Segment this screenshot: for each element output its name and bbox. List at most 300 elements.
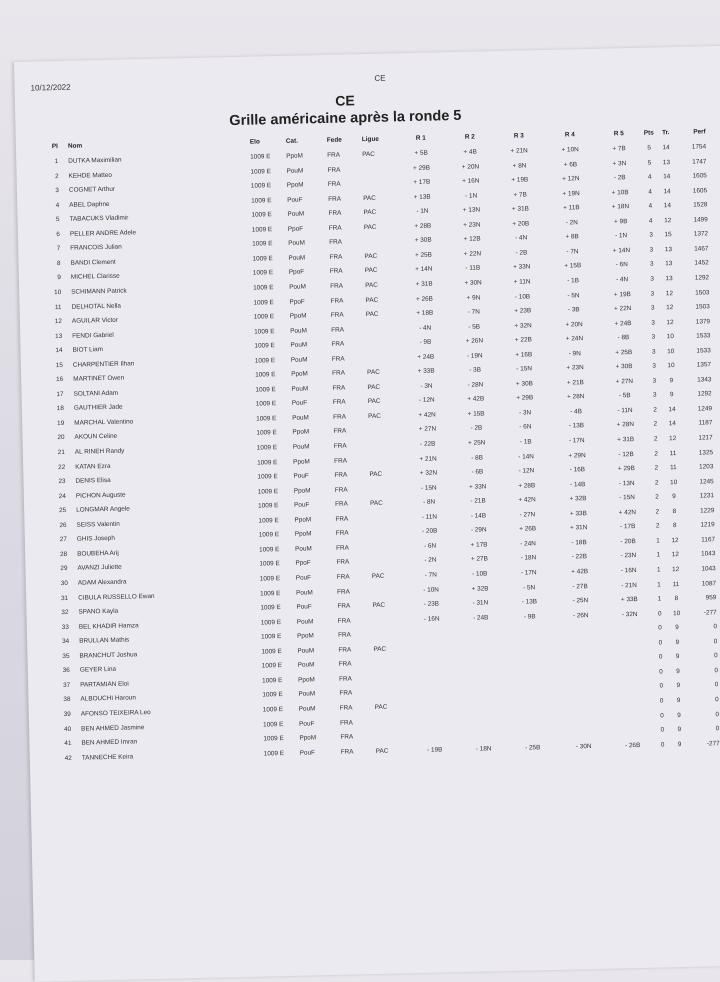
col-r4: R 4 bbox=[547, 131, 593, 139]
cell-fede: FRA bbox=[340, 719, 353, 726]
cell-r4: + 20N bbox=[551, 320, 597, 328]
cell-pl: 32 bbox=[46, 609, 68, 616]
cell-perf: 1203 bbox=[677, 463, 713, 471]
cell-r3: - 10B bbox=[499, 293, 545, 301]
cell-r3: - 1B bbox=[503, 438, 549, 446]
cell-perf: 1043 bbox=[679, 551, 715, 559]
cell-cat: PpoM bbox=[292, 429, 309, 436]
col-ligue: Ligue bbox=[362, 136, 379, 143]
cell-r1 bbox=[409, 629, 455, 630]
cell-r5: - 11N bbox=[602, 407, 648, 415]
cell-pts: 0 bbox=[655, 726, 669, 733]
cell-tr: 9 bbox=[669, 639, 685, 646]
cell-r3 bbox=[508, 656, 554, 657]
cell-r5: + 7B bbox=[596, 145, 642, 153]
cell-pts: 1 bbox=[652, 566, 666, 573]
cell-fede: FRA bbox=[335, 515, 348, 522]
cell-fede: FRA bbox=[341, 748, 354, 755]
cell-cat: PpoF bbox=[289, 269, 304, 276]
cell-elo: 1009 E bbox=[260, 604, 280, 611]
cell-pl: 1 bbox=[36, 158, 58, 165]
cell-r3: + 30B bbox=[501, 380, 547, 388]
cell-elo: 1009 E bbox=[259, 560, 279, 567]
cell-nom: MICHEL Clarisse bbox=[71, 273, 120, 281]
cell-fede: FRA bbox=[332, 384, 345, 391]
cell-pl: 2 bbox=[37, 173, 59, 180]
cell-pts: 3 bbox=[646, 305, 660, 312]
cell-r2: + 13N bbox=[448, 206, 494, 214]
cell-pl: 30 bbox=[46, 580, 68, 587]
col-pl: Pl bbox=[36, 143, 58, 150]
cell-cat: PpoM bbox=[294, 487, 311, 494]
col-elo: Elo bbox=[250, 138, 260, 145]
cell-elo: 1009 E bbox=[259, 546, 279, 553]
cell-r2: - 29N bbox=[456, 526, 502, 534]
cell-perf: 1467 bbox=[672, 245, 708, 253]
cell-perf: 1503 bbox=[674, 303, 710, 311]
cell-fede: FRA bbox=[339, 661, 352, 668]
cell-r5: + 30B bbox=[601, 363, 647, 371]
cell-tr: 11 bbox=[665, 464, 681, 471]
cell-tr: 14 bbox=[664, 420, 680, 427]
col-pts: Pts bbox=[642, 129, 656, 136]
cell-perf: 0 bbox=[683, 725, 719, 733]
cell-pl: 29 bbox=[45, 565, 67, 572]
cell-fede: FRA bbox=[333, 413, 346, 420]
cell-r2 bbox=[460, 730, 506, 731]
cell-tr: 9 bbox=[670, 653, 686, 660]
cell-elo: 1009 E bbox=[263, 706, 283, 713]
cell-pl: 40 bbox=[49, 725, 71, 732]
cell-r5: + 24B bbox=[600, 319, 646, 327]
cell-pts: 2 bbox=[650, 494, 664, 501]
cell-r1: - 8N bbox=[406, 498, 452, 506]
cell-pl: 33 bbox=[47, 623, 69, 630]
cell-tr: 13 bbox=[660, 246, 676, 253]
cell-nom: AVANZI Juliette bbox=[77, 564, 121, 572]
print-date: 10/12/2022 bbox=[30, 83, 70, 93]
cell-cat: PouF bbox=[292, 400, 307, 407]
cell-tr: 12 bbox=[668, 566, 684, 573]
cell-pl: 3 bbox=[37, 187, 59, 194]
cell-r2: - 3B bbox=[452, 366, 498, 374]
cell-cat: PpoF bbox=[288, 225, 303, 232]
cell-tr: 15 bbox=[660, 231, 676, 238]
cell-r4: - 1B bbox=[550, 277, 596, 285]
cell-elo: 1009 E bbox=[261, 619, 281, 626]
col-r5: R 5 bbox=[596, 130, 642, 138]
cell-r1: - 1N bbox=[399, 207, 445, 215]
cell-r4: - 25N bbox=[557, 597, 603, 605]
cell-pl: 11 bbox=[39, 303, 61, 310]
cell-r2 bbox=[459, 672, 505, 673]
col-fede: Fede bbox=[327, 137, 342, 144]
cell-pl: 10 bbox=[39, 289, 61, 296]
cell-r1: + 13B bbox=[399, 193, 445, 201]
cell-tr: 9 bbox=[670, 668, 686, 675]
cell-elo: 1009 E bbox=[250, 153, 270, 160]
cell-r3: + 26B bbox=[505, 525, 551, 533]
cell-fede: FRA bbox=[333, 428, 346, 435]
cell-tr: 11 bbox=[665, 450, 681, 457]
cell-r5: + 29B bbox=[603, 465, 649, 473]
cell-cat: PouF bbox=[296, 603, 311, 610]
cell-ligue: PAC bbox=[365, 282, 378, 289]
cell-ligue: PAC bbox=[376, 747, 389, 754]
cell-fede: FRA bbox=[337, 603, 350, 610]
cell-ligue: PAC bbox=[366, 311, 379, 318]
cell-r3 bbox=[508, 671, 554, 672]
cell-tr: 14 bbox=[658, 144, 674, 151]
cell-elo: 1009 E bbox=[263, 735, 283, 742]
col-nom: Nom bbox=[68, 142, 82, 149]
cell-r3: - 6N bbox=[502, 423, 548, 431]
cell-pts: 3 bbox=[647, 363, 661, 370]
cell-r4: + 19N bbox=[548, 190, 594, 198]
cell-ligue: PAC bbox=[367, 384, 380, 391]
cell-tr: 13 bbox=[658, 159, 674, 166]
cell-elo: 1009 E bbox=[262, 677, 282, 684]
cell-pts: 3 bbox=[646, 334, 660, 341]
cell-ligue: PAC bbox=[364, 224, 377, 231]
cell-r1: + 25B bbox=[400, 251, 446, 259]
cell-tr: 14 bbox=[659, 202, 675, 209]
cell-perf: 1503 bbox=[673, 289, 709, 297]
cell-r4 bbox=[560, 699, 606, 700]
cell-r4: + 42B bbox=[557, 568, 603, 576]
cell-r4: - 18B bbox=[556, 539, 602, 547]
cell-r1 bbox=[411, 731, 457, 732]
cell-fede: FRA bbox=[328, 195, 341, 202]
cell-r2: - 11B bbox=[450, 265, 496, 273]
cell-fede: FRA bbox=[339, 690, 352, 697]
cell-r4 bbox=[560, 713, 606, 714]
cell-r1: + 28B bbox=[400, 222, 446, 230]
cell-r3: - 17N bbox=[506, 569, 552, 577]
cell-r2 bbox=[458, 628, 504, 629]
cell-perf: 1231 bbox=[678, 492, 714, 500]
cell-r1: + 29B bbox=[398, 164, 444, 172]
cell-cat: PpoM bbox=[299, 734, 316, 741]
cell-nom: GEYER Lina bbox=[80, 666, 116, 674]
cell-cat: PouF bbox=[293, 473, 308, 480]
cell-r4: - 17N bbox=[554, 437, 600, 445]
cell-cat: PpoM bbox=[297, 633, 314, 640]
cell-r4 bbox=[559, 655, 605, 656]
cell-r5: + 3N bbox=[596, 159, 642, 167]
standings-table bbox=[14, 46, 720, 62]
cell-pts: 2 bbox=[649, 464, 663, 471]
cell-tr: 8 bbox=[668, 595, 684, 602]
cell-cat: PpoM bbox=[294, 516, 311, 523]
cell-fede: FRA bbox=[335, 501, 348, 508]
cell-pts: 4 bbox=[644, 217, 658, 224]
cell-pl: 37 bbox=[48, 682, 70, 689]
cell-pts: 0 bbox=[655, 697, 669, 704]
cell-tr: 12 bbox=[662, 304, 678, 311]
cell-pl: 24 bbox=[44, 493, 66, 500]
cell-fede: FRA bbox=[338, 617, 351, 624]
cell-r1: - 20B bbox=[407, 527, 453, 535]
cell-r5: - 26B bbox=[610, 741, 656, 749]
cell-pts: 3 bbox=[647, 348, 661, 355]
cell-r3: + 20B bbox=[498, 220, 544, 228]
cell-tr: 9 bbox=[670, 682, 686, 689]
cell-r1: - 19B bbox=[412, 746, 458, 754]
cell-cat: PouF bbox=[299, 720, 314, 727]
cell-fede: FRA bbox=[332, 370, 345, 377]
cell-perf: 1229 bbox=[678, 507, 714, 515]
cell-fede: FRA bbox=[337, 588, 350, 595]
cell-r2 bbox=[459, 657, 505, 658]
cell-nom: DUTKA Maximilian bbox=[68, 157, 121, 165]
cell-pts: 0 bbox=[653, 610, 667, 617]
cell-cat: PpoM bbox=[293, 458, 310, 465]
cell-r2: + 32B bbox=[457, 585, 503, 593]
cell-pts: 5 bbox=[642, 159, 656, 166]
cell-r3: + 8N bbox=[496, 162, 542, 170]
cell-perf: 1217 bbox=[677, 434, 713, 442]
cell-r1: + 14N bbox=[401, 266, 447, 274]
cell-pts: 3 bbox=[644, 232, 658, 239]
cell-r4: - 16B bbox=[554, 466, 600, 474]
cell-nom: AL RINEH Randy bbox=[75, 448, 125, 456]
cell-r3 bbox=[508, 685, 554, 686]
cell-cat: PouM bbox=[289, 283, 306, 290]
cell-elo: 1009 E bbox=[260, 575, 280, 582]
cell-perf: -277 bbox=[681, 609, 717, 617]
cell-r1 bbox=[410, 658, 456, 659]
cell-fede: FRA bbox=[331, 341, 344, 348]
cell-perf: 1325 bbox=[677, 449, 713, 457]
cell-fede: FRA bbox=[338, 646, 351, 653]
cell-nom: TABACUKS Vladimir bbox=[70, 215, 129, 223]
cell-pl: 16 bbox=[41, 376, 63, 383]
cell-perf: 1087 bbox=[680, 580, 716, 588]
cell-elo: 1009 E bbox=[255, 386, 275, 393]
cell-elo: 1009 E bbox=[250, 168, 270, 175]
cell-r2: - 5B bbox=[451, 323, 497, 331]
cell-r2: + 27B bbox=[456, 555, 502, 563]
col-r3: R 3 bbox=[496, 132, 542, 140]
cell-pts: 2 bbox=[649, 450, 663, 457]
cell-fede: FRA bbox=[333, 399, 346, 406]
cell-pts: 0 bbox=[654, 668, 668, 675]
col-tr: Tr. bbox=[658, 129, 674, 136]
col-r2: R 2 bbox=[447, 133, 493, 141]
cell-r1: - 12N bbox=[404, 397, 450, 405]
cell-cat: PpoM bbox=[286, 152, 303, 159]
cell-r5: - 15N bbox=[604, 494, 650, 502]
cell-perf: 1249 bbox=[676, 405, 712, 413]
cell-pl: 8 bbox=[39, 260, 61, 267]
cell-pl: 12 bbox=[40, 318, 62, 325]
cell-pl: 7 bbox=[38, 245, 60, 252]
cell-cat: PouM bbox=[296, 589, 313, 596]
cell-r3: - 18N bbox=[505, 554, 551, 562]
cell-r2: - 2B bbox=[453, 424, 499, 432]
cell-cat: PouF bbox=[300, 749, 315, 756]
cell-fede: FRA bbox=[328, 210, 341, 217]
cell-r2: + 9N bbox=[450, 294, 496, 302]
cell-ligue: PAC bbox=[372, 573, 385, 580]
cell-r2: + 4B bbox=[447, 148, 493, 156]
cell-nom: COGNET Arthur bbox=[69, 186, 115, 194]
cell-cat: PouM bbox=[299, 705, 316, 712]
cell-fede: FRA bbox=[331, 312, 344, 319]
cell-cat: PouM bbox=[297, 647, 314, 654]
cell-elo: 1009 E bbox=[253, 270, 273, 277]
cell-r4: + 28N bbox=[553, 393, 599, 401]
cell-pl: 35 bbox=[47, 653, 69, 660]
cell-pts: 4 bbox=[643, 188, 657, 195]
cell-pl: 14 bbox=[40, 347, 62, 354]
cell-elo: 1009 E bbox=[257, 459, 277, 466]
cell-r3: + 22B bbox=[500, 336, 546, 344]
cell-pts: 4 bbox=[643, 203, 657, 210]
cell-pts: 0 bbox=[654, 654, 668, 661]
cell-fede: FRA bbox=[336, 544, 349, 551]
cell-nom: GHIS Joseph bbox=[77, 535, 115, 543]
cell-r1: - 23B bbox=[408, 600, 454, 608]
cell-pl: 23 bbox=[43, 478, 65, 485]
cell-r2 bbox=[460, 701, 506, 702]
cell-r5: + 27N bbox=[601, 378, 647, 386]
cell-elo: 1009 E bbox=[260, 590, 280, 597]
cell-r3: - 13B bbox=[506, 598, 552, 606]
cell-cat: PouM bbox=[292, 414, 309, 421]
cell-elo: 1009 E bbox=[253, 284, 273, 291]
cell-tr: 14 bbox=[659, 173, 675, 180]
cell-r5: + 31B bbox=[603, 436, 649, 444]
cell-cat: PouM bbox=[290, 327, 307, 334]
cell-r2: + 42B bbox=[453, 395, 499, 403]
cell-nom: BRULLAN Mathis bbox=[79, 637, 129, 645]
cell-r2 bbox=[458, 643, 504, 644]
cell-r2: - 21B bbox=[455, 497, 501, 505]
cell-nom: BRANCHUT Joshua bbox=[79, 651, 137, 659]
cell-elo: 1009 E bbox=[255, 371, 275, 378]
cell-tr: 14 bbox=[659, 188, 675, 195]
cell-ligue: PAC bbox=[363, 195, 376, 202]
cell-elo: 1009 E bbox=[257, 473, 277, 480]
cell-perf: 1379 bbox=[674, 318, 710, 326]
cell-r2: - 19N bbox=[452, 352, 498, 360]
cell-tr: 12 bbox=[660, 217, 676, 224]
cell-r5: - 1N bbox=[598, 232, 644, 240]
cell-r5: - 8B bbox=[600, 334, 646, 342]
cell-perf: 959 bbox=[680, 594, 716, 602]
cell-cat: PouM bbox=[288, 240, 305, 247]
cell-ligue: PAC bbox=[373, 645, 386, 652]
cell-pl: 41 bbox=[49, 740, 71, 747]
cell-fede: FRA bbox=[340, 704, 353, 711]
cell-r5: - 2B bbox=[597, 174, 643, 182]
cell-nom: SOLTANI Adam bbox=[73, 390, 118, 398]
cell-r1: + 18B bbox=[402, 309, 448, 317]
cell-fede: FRA bbox=[329, 239, 342, 246]
cell-r2: - 14B bbox=[455, 512, 501, 520]
cell-cat: PouM bbox=[298, 662, 315, 669]
cell-tr: 12 bbox=[661, 290, 677, 297]
cell-r2: + 33N bbox=[455, 483, 501, 491]
cell-ligue: PAC bbox=[368, 413, 381, 420]
cell-r3: - 24N bbox=[505, 540, 551, 548]
cell-r3: - 15N bbox=[501, 365, 547, 373]
cell-r3 bbox=[509, 700, 555, 701]
cell-fede: FRA bbox=[332, 355, 345, 362]
cell-nom: MARCHAL Valentino bbox=[74, 418, 133, 426]
cell-r1 bbox=[409, 644, 455, 645]
cell-r1: + 33B bbox=[403, 368, 449, 376]
cell-r1: + 5B bbox=[398, 149, 444, 157]
cell-perf: 1528 bbox=[671, 201, 707, 209]
cell-fede: FRA bbox=[336, 559, 349, 566]
cell-r2: + 17B bbox=[456, 541, 502, 549]
cell-perf: 0 bbox=[682, 652, 718, 660]
cell-tr: 9 bbox=[666, 493, 682, 500]
cell-r4: + 8B bbox=[549, 233, 595, 241]
cell-nom: BIOT Liam bbox=[72, 346, 103, 354]
cell-pl: 25 bbox=[44, 507, 66, 514]
cell-perf: 0 bbox=[682, 667, 718, 675]
cell-pl: 18 bbox=[42, 405, 64, 412]
cell-tr: 10 bbox=[662, 333, 678, 340]
cell-r4: - 27B bbox=[557, 582, 603, 590]
cell-r5: - 13N bbox=[604, 479, 650, 487]
cell-tr: 9 bbox=[671, 726, 687, 733]
cell-r3: + 29B bbox=[502, 394, 548, 402]
cell-nom: FRANCOIS Julian bbox=[70, 244, 122, 252]
cell-r4: + 21B bbox=[552, 379, 598, 387]
cell-r5: + 22N bbox=[600, 305, 646, 313]
cell-nom: PICHON Auguste bbox=[76, 491, 126, 499]
cell-r1: - 6N bbox=[407, 542, 453, 550]
cell-perf: 1343 bbox=[675, 376, 711, 384]
cell-fede: FRA bbox=[334, 443, 347, 450]
cell-r3: + 21N bbox=[496, 147, 542, 155]
cell-perf: 1245 bbox=[678, 478, 714, 486]
cell-r2: + 12B bbox=[449, 235, 495, 243]
cell-tr: 12 bbox=[667, 551, 683, 558]
cell-ligue: PAC bbox=[372, 602, 385, 609]
cell-r2: + 22N bbox=[449, 250, 495, 258]
cell-r3 bbox=[509, 729, 555, 730]
cell-tr: 10 bbox=[663, 362, 679, 369]
cell-perf: 1043 bbox=[680, 565, 716, 573]
cell-elo: 1009 E bbox=[262, 662, 282, 669]
cell-tr: 10 bbox=[669, 610, 685, 617]
cell-r1: - 15N bbox=[406, 484, 452, 492]
cell-r4: + 23N bbox=[552, 364, 598, 372]
cell-r2: + 23N bbox=[449, 221, 495, 229]
cell-r4: - 14B bbox=[555, 480, 601, 488]
cell-nom: BOUBEHA Arij bbox=[77, 550, 119, 558]
cell-elo: 1009 E bbox=[254, 342, 274, 349]
cell-nom: SCHIMANN Patrick bbox=[71, 288, 127, 296]
cell-r5 bbox=[608, 683, 654, 684]
cell-pl: 6 bbox=[38, 231, 60, 238]
cell-r4 bbox=[559, 684, 605, 685]
cell-r5: - 20B bbox=[605, 538, 651, 546]
cell-perf: 1747 bbox=[670, 158, 706, 166]
cell-elo: 1009 E bbox=[252, 240, 272, 247]
cell-r4 bbox=[560, 728, 606, 729]
cell-perf: 1605 bbox=[671, 172, 707, 180]
cell-r2: + 30N bbox=[450, 279, 496, 287]
col-r1: R 1 bbox=[398, 134, 444, 142]
cell-r1: + 26B bbox=[401, 295, 447, 303]
